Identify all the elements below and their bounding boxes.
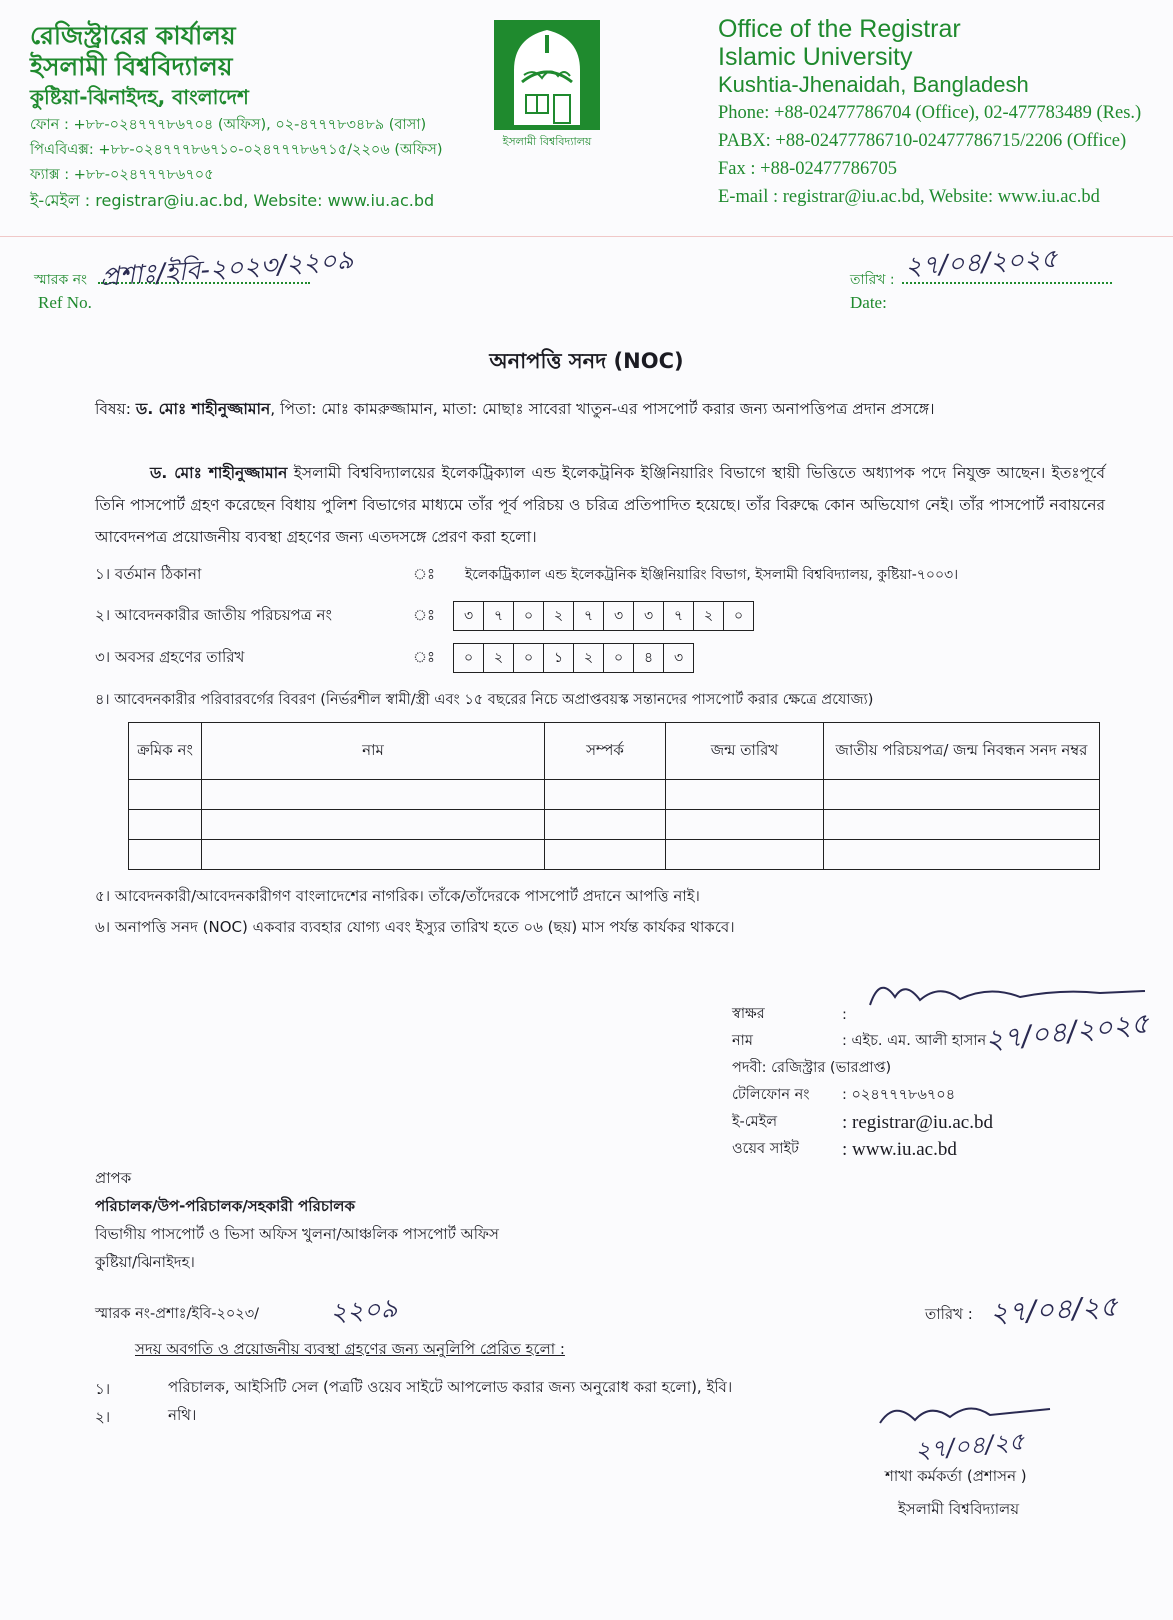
retirement-digit: ৩ xyxy=(673,650,684,666)
col-relation: সম্পর্ক xyxy=(545,723,666,780)
officer-designation: শাখা কর্মকর্তা (প্রশাসন ) xyxy=(885,1467,1027,1485)
subject xyxy=(95,393,1105,425)
col-dob: জন্ম তারিখ xyxy=(666,723,824,780)
item-retirement-colon: ঃ xyxy=(413,648,436,666)
nid-digit: ২ xyxy=(694,602,724,630)
table-cell xyxy=(545,780,666,810)
email-value: : registrar@iu.ac.bd xyxy=(842,1111,993,1133)
nid-digit: ৭ xyxy=(574,602,604,630)
date-label-bn: তারিখ : xyxy=(850,272,895,288)
designation-row xyxy=(732,1055,1132,1082)
university-logo xyxy=(494,20,600,130)
officer-university: ইসলামী বিশ্ববিদ্যালয় xyxy=(898,1500,1020,1518)
copy-item-2-number: ২। xyxy=(95,1408,111,1426)
table-cell xyxy=(129,810,202,840)
col-serial: ক্রমিক নং xyxy=(129,723,202,780)
family-table-header xyxy=(129,723,1100,780)
ref-label-bn: স্মারক নং xyxy=(34,272,88,288)
item-address-colon: ঃ xyxy=(413,565,436,583)
nid-digit: ৭ xyxy=(664,602,694,630)
recipient-line2: বিভাগীয় পাসপোর্ট ও ভিসা অফিস খুলনা/আঞ্চলিক পাসপোর্ট অফিস xyxy=(95,1225,499,1243)
web-value: : www.iu.ac.bd xyxy=(842,1138,957,1160)
recipient-block xyxy=(95,1164,499,1276)
signature-block xyxy=(732,1001,1132,1163)
date-value: ২৭/০৪/২০২৫ xyxy=(904,244,1059,282)
header-english xyxy=(718,15,1168,211)
item-address-value: ইলেকট্রিক্যাল এন্ড ইলেকট্রনিক ইঞ্জিনিয়ারিং বিভাগ, ইসলামী বিশ্ববিদ্যালয়, কুষ্টিয়া-৭০০৩। xyxy=(465,567,959,583)
fax-bn: ফ্যাক্স : +৮৮-০২৪৭৭৭৮৬৭০৫ xyxy=(30,167,214,183)
paragraph-name: ড. মোঃ শাহীনুজ্জামান xyxy=(150,464,288,482)
item-retirement-label: ৩। অবসর গ্রহণের তারিখ xyxy=(95,648,245,666)
web-row xyxy=(732,1136,1132,1163)
phone-label: টেলিফোন নং xyxy=(732,1086,810,1103)
designation: পদবী: রেজিস্ট্রার (ভারপ্রাপ্ত) xyxy=(732,1059,892,1076)
item-validity: ৬। অনাপত্তি সনদ (NOC) একবার ব্যবহার যোগ্য এবং ইস্যুর তারিখ হতে ০৬ (ছয়) মাস পর্যন্ত কার্যকর থাকবে। xyxy=(95,918,735,936)
item-nid-label: ২। আবেদনকারীর জাতীয় পরিচয়পত্র নং xyxy=(95,606,332,624)
location-en: Kushtia-Jhenaidah, Bangladesh xyxy=(718,72,1029,97)
paragraph-rest: ইসলামী বিশ্ববিদ্যালয়ের ইলেকট্রিক্যাল এন্ড ইলেকট্রনিক ইঞ্জিনিয়ারিং বিভাগে স্থায়ী ভিত্তিতে অধ্যাপক পদে নিযুক্ত আছেন। ইতঃপূর্বে তিনি পাসপোর্ট গ্রহণ করেছেন বিধায় পুলিশ বিভাগের মাধ্যমে তাঁর পূর্ব পরিচয় ও চরিত্র প্রতিপাদিত হয়েছে। তাঁর বিরুদ্ধে কোন অভিযোগ নেই। তাঁর পাসপোর্ট নবায়নের আবেদনপত্র প্রয়োজনীয় ব্যবস্থা গ্রহণের জন্য এতদসঙ্গে প্রেরণ করা হলো। xyxy=(95,464,1105,546)
logo-caption: ইসলামী বিশ্ববিদ্যালয় xyxy=(502,135,592,148)
retirement-digit: ১ xyxy=(544,644,574,672)
table-cell xyxy=(129,840,202,870)
officer-date-hand: ২৭/০৪/২৫ xyxy=(913,1427,1026,1465)
email-label: ই-মেইল xyxy=(732,1113,778,1130)
nid-digit: ৩ xyxy=(604,602,634,630)
table-row xyxy=(129,780,1100,810)
location-bn: কুষ্টিয়া-ঝিনাইদহ, বাংলাদেশ xyxy=(30,85,249,109)
col-nid: জাতীয় পরিচয়পত্র/ জন্ম নিবন্ধন সনদ নম্বর xyxy=(824,723,1100,780)
table-cell xyxy=(824,810,1100,840)
office-name-en: Office of the Registrar xyxy=(718,15,961,43)
table-cell xyxy=(545,840,666,870)
office-name-bn: রেজিস্ট্রারের কার্যালয় xyxy=(30,21,236,50)
pabx-en: PABX: +88-02477786710-02477786715/2206 (Office) xyxy=(718,131,1127,151)
university-name-bn: ইসলামী বিশ্ববিদ্যালয় xyxy=(30,52,233,81)
nid-digit: ২ xyxy=(544,602,574,630)
name-row xyxy=(732,1028,1132,1055)
fax-en: Fax : +88-02477786705 xyxy=(718,159,897,179)
sign-row xyxy=(732,1001,1132,1028)
body-paragraph xyxy=(95,457,1105,553)
retirement-digit: ২ xyxy=(574,644,604,672)
recipient-line3: কুষ্টিয়া/ঝিনাইদহ। xyxy=(95,1253,195,1271)
nid-digit: ০ xyxy=(733,608,744,624)
copy-item-2: নথি। xyxy=(168,1406,197,1424)
retirement-digit: ০ xyxy=(604,644,634,672)
table-cell xyxy=(129,780,202,810)
col-name: নাম xyxy=(202,723,545,780)
header-bangla xyxy=(30,20,460,213)
table-cell xyxy=(666,810,824,840)
ref-label-en: Ref No. xyxy=(38,293,92,312)
nid-digit: ৩ xyxy=(454,602,484,630)
nid-digit: ৭ xyxy=(484,602,514,630)
item-family-label: ৪। আবেদনকারীর পরিবারবর্গের বিবরণ (নির্ভরশীল স্বামী/স্ত্রী এবং ১৫ বছরের নিচে অপ্রাপ্তবয়স্ক সন্তানদের পাসপোর্ট করার ক্ষেত্রে প্রযোজ্য) xyxy=(95,692,874,708)
ref-value: প্রশাঃ/ইবি-২০২৩/২২০৯ xyxy=(99,245,355,293)
copy-intro: সদয় অবগতি ও প্রয়োজনীয় ব্যবস্থা গ্রহণের জন্য অনুলিপি প্রেরিত হলো : xyxy=(135,1340,565,1358)
phone-row xyxy=(732,1082,1132,1109)
phone-bn: ফোন : +৮৮-০২৪৭৭৭৮৬৭০৪ (অফিস), ০২-৪৭৭৭৮৩৪৮৯ (বাসা) xyxy=(30,117,427,133)
retirement-digit: ০ xyxy=(514,644,544,672)
email-bn: ই-মেইল : registrar@iu.ac.bd, Website: www.iu.ac.bd xyxy=(30,191,435,210)
sign-value: : xyxy=(842,1006,847,1023)
page-title: অনাপত্তি সনদ (NOC) xyxy=(489,349,684,373)
name-value: : এইচ. এম. আলী হাসান xyxy=(842,1032,987,1049)
table-cell xyxy=(824,780,1100,810)
retirement-digit: ০ xyxy=(454,644,484,672)
item-nid-colon: ঃ xyxy=(413,606,436,624)
sign-label: স্বাক্ষর xyxy=(732,1005,765,1022)
recipient-line1: পরিচালক/উপ-পরিচালক/সহকারী পরিচালক xyxy=(95,1197,355,1215)
table-cell xyxy=(202,840,545,870)
subject-rest: , পিতা: মোঃ কামরুজ্জামান, মাতা: মোছাঃ সাবেরা খাতুন-এর পাসপোর্ট করার জন্য অনাপত্তিপত্র প্রদান প্রসঙ্গে। xyxy=(270,400,935,418)
email-row xyxy=(732,1109,1132,1136)
table-cell xyxy=(202,780,545,810)
university-name-en: Islamic University xyxy=(718,43,913,71)
recipient-label: প্রাপক xyxy=(95,1169,132,1187)
date-label-en: Date: xyxy=(850,293,887,312)
table-cell xyxy=(666,840,824,870)
nid-digit: ৩ xyxy=(634,602,664,630)
nid-digit: ০ xyxy=(514,602,544,630)
copy-memo: স্মারক নং-প্রশাঃ/ইবি-২০২৩/ xyxy=(95,1306,260,1322)
subject-name: ড. মোঃ শাহীনুজ্জামান xyxy=(135,400,271,418)
header-divider xyxy=(0,236,1173,237)
copy-item-1: পরিচালক, আইসিটি সেল (পত্রটি ওয়েব সাইটে আপলোড করার জন্য অনুরোধ করা হলো), ইবি। xyxy=(168,1378,733,1396)
nid-digit-boxes xyxy=(453,601,754,631)
table-row xyxy=(129,840,1100,870)
copy-memo-hand: ২২০৯ xyxy=(328,1293,399,1329)
university-logo-icon xyxy=(494,20,600,130)
subject-label: বিষয়: xyxy=(95,400,131,418)
table-cell xyxy=(666,780,824,810)
web-label: ওয়েব সাইট xyxy=(732,1140,799,1157)
name-label: নাম xyxy=(732,1032,753,1049)
phone-value: : ০২৪৭৭৭৮৬৭০৪ xyxy=(842,1086,956,1103)
table-cell xyxy=(202,810,545,840)
retirement-digit-boxes xyxy=(453,643,694,673)
copy-date-label: তারিখ : xyxy=(925,1305,973,1323)
phone-en: Phone: +88-02477786704 (Office), 02-477783489 (Res.) xyxy=(718,103,1142,123)
copy-item-1-number: ১। xyxy=(95,1380,111,1398)
item-address-label: ১। বর্তমান ঠিকানা xyxy=(95,565,202,583)
retirement-digit: ৪ xyxy=(634,644,664,672)
copy-date-hand: ২৭/০৪/২৫ xyxy=(989,1289,1119,1330)
family-table xyxy=(128,722,1100,870)
item-citizen: ৫। আবেদনকারী/আবেদনকারীগণ বাংলাদেশের নাগরিক। তাঁকে/তাঁদেরকে পাসপোর্ট প্রদানে আপত্তি নাই। xyxy=(95,887,700,905)
table-cell xyxy=(824,840,1100,870)
retirement-digit: ২ xyxy=(484,644,514,672)
signature-date: ২৭/০৪/২০২৫ xyxy=(983,1006,1151,1057)
email-en: E-mail : registrar@iu.ac.bd, Website: www.iu.ac.bd xyxy=(718,187,1100,207)
table-row xyxy=(129,810,1100,840)
table-cell xyxy=(545,810,666,840)
pabx-bn: পিএবিএক্স: +৮৮-০২৪৭৭৭৮৬৭১০-০২৪৭৭৭৮৬৭১৫/২২০৬ (অফিস) xyxy=(30,142,443,158)
